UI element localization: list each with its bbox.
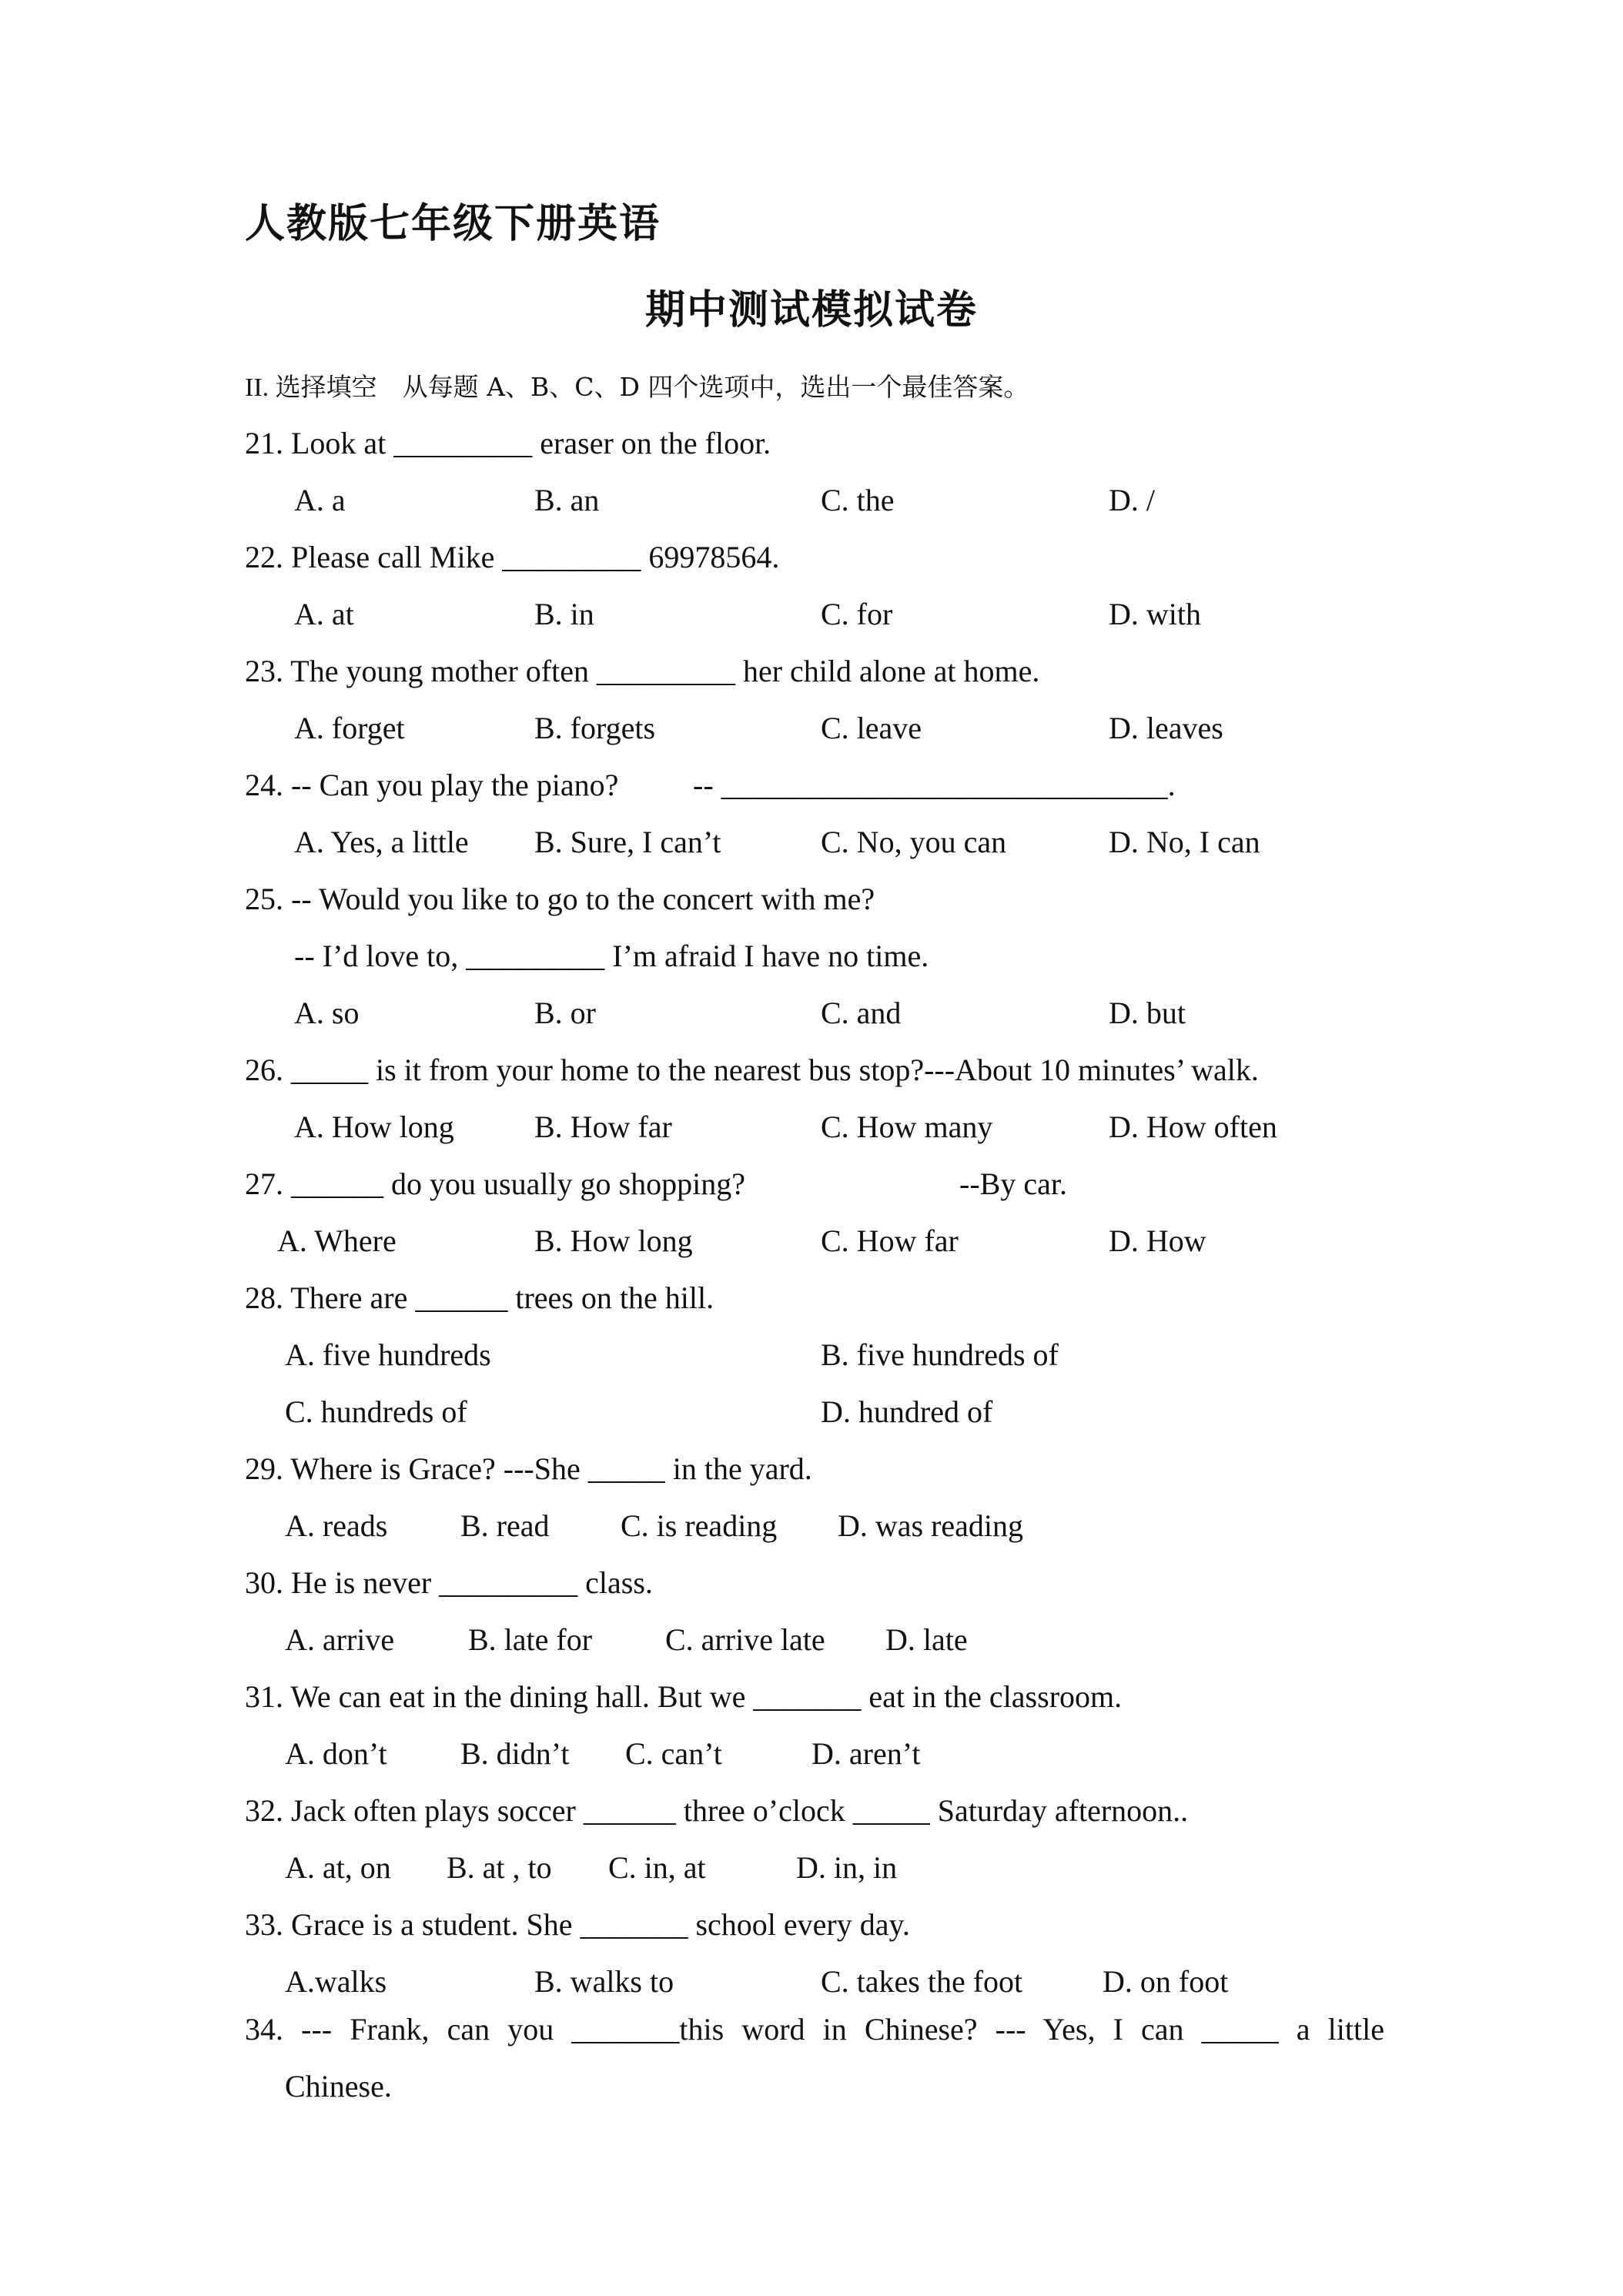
section-number: II.: [245, 373, 269, 402]
option-d: D. How often: [1109, 1110, 1277, 1144]
option-a: A. arrive: [285, 1622, 395, 1657]
option-c: C. How many: [821, 1110, 993, 1144]
option-a: A. five hundreds: [285, 1337, 491, 1372]
option-b: B. in: [534, 597, 594, 631]
option-d: D. aren’t: [812, 1736, 921, 1771]
option-b: B. forgets: [534, 711, 656, 745]
option-b: B. didn’t: [460, 1736, 570, 1771]
option-a: A.walks: [285, 1964, 387, 1999]
option-d: D. in, in: [796, 1850, 898, 1885]
option-a: A. forget: [294, 711, 405, 745]
instruction-text: 选择填空 从每题 A、B、C、D 四个选项中，选出一个最佳答案。: [275, 372, 1029, 402]
option-a: A. so: [294, 996, 360, 1030]
option-c: C. is reading: [621, 1508, 778, 1543]
option-b: B. How far: [534, 1110, 672, 1144]
option-d: D. but: [1109, 996, 1186, 1030]
question-stem: 21. Look at _________ eraser on the floor.: [245, 426, 771, 460]
section-instruction: [245, 368, 1029, 407]
option-c: C. for: [821, 597, 893, 631]
page-title: 人教版七年级下册英语: [245, 201, 661, 247]
option-b: B. late for: [468, 1622, 593, 1657]
option-d: D. hundred of: [821, 1394, 993, 1429]
option-b: B. read: [460, 1508, 550, 1543]
option-c: C. the: [821, 483, 895, 517]
option-c: C. and: [821, 996, 902, 1030]
option-d: D. leaves: [1109, 711, 1223, 745]
option-a: A. Yes, a little: [294, 825, 469, 859]
option-b: B. five hundreds of: [821, 1337, 1059, 1372]
option-b: B. Sure, I can’t: [534, 825, 721, 859]
option-b: B. walks to: [534, 1964, 674, 1999]
option-d: D. with: [1109, 597, 1201, 631]
page-subtitle: 期中测试模拟试卷: [644, 287, 978, 333]
option-c: C. in, at: [608, 1850, 706, 1885]
question-answer-line: -- _____________________________.: [693, 768, 1176, 802]
question-stem: 23. The young mother often _________ her child alone at home.: [245, 654, 1040, 688]
option-c: C. No, you can: [821, 825, 1007, 859]
option-c: C. can’t: [625, 1736, 722, 1771]
option-c: C. takes the foot: [821, 1964, 1023, 1999]
question-stem: 24. -- Can you play the piano?: [245, 768, 619, 802]
question-stem-continued: -- I’d love to, _________ I’m afraid I have no time.: [294, 939, 929, 973]
question-stem: 33. Grace is a student. She _______ school every day.: [245, 1907, 910, 1942]
option-b: B. an: [534, 483, 600, 517]
question-stem: 27. ______ do you usually go shopping?: [245, 1166, 745, 1201]
option-c: C. hundreds of: [285, 1394, 467, 1429]
option-c: C. How far: [821, 1223, 959, 1258]
question-stem: 32. Jack often plays soccer ______ three o’clock _____ Saturday afternoon..: [245, 1793, 1189, 1828]
option-d: D. How: [1109, 1223, 1206, 1258]
option-b: B. at , to: [447, 1850, 552, 1885]
option-d: D. /: [1109, 483, 1155, 517]
option-a: A. How long: [294, 1110, 454, 1144]
question-stem: 25. -- Would you like to go to the concert with me?: [245, 882, 875, 916]
option-c: C. leave: [821, 711, 922, 745]
option-d: D. No, I can: [1109, 825, 1260, 859]
option-a: A. Where: [277, 1223, 397, 1258]
option-b: B. or: [534, 996, 596, 1030]
option-b: B. How long: [534, 1223, 693, 1258]
option-d: D. was reading: [838, 1508, 1024, 1543]
question-stem: 26. _____ is it from your home to the nearest bus stop?---About 10 minutes’ walk.: [245, 1053, 1259, 1087]
question-stem: 30. He is never _________ class.: [245, 1565, 653, 1600]
option-a: A. a: [294, 483, 346, 517]
question-stem-continued: Chinese.: [285, 2069, 392, 2104]
option-d: D. late: [885, 1622, 968, 1657]
option-c: C. arrive late: [665, 1622, 825, 1657]
option-a: A. don’t: [285, 1736, 387, 1771]
question-stem: 22. Please call Mike _________ 69978564.: [245, 540, 780, 574]
question-stem: 31. We can eat in the dining hall. But we _______ eat in the classroom.: [245, 1679, 1123, 1714]
question-answer-line: --By car.: [959, 1166, 1067, 1201]
question-stem: 34. --- Frank, can you _______this word in Chinese? --- Yes, I can _____ a little: [245, 2012, 1384, 2047]
option-d: D. on foot: [1103, 1964, 1229, 1999]
option-a: A. at, on: [285, 1850, 391, 1885]
option-a: A. at: [294, 597, 354, 631]
question-stem: 28. There are ______ trees on the hill.: [245, 1280, 714, 1315]
option-a: A. reads: [285, 1508, 388, 1543]
question-stem: 29. Where is Grace? ---She _____ in the yard.: [245, 1451, 812, 1486]
